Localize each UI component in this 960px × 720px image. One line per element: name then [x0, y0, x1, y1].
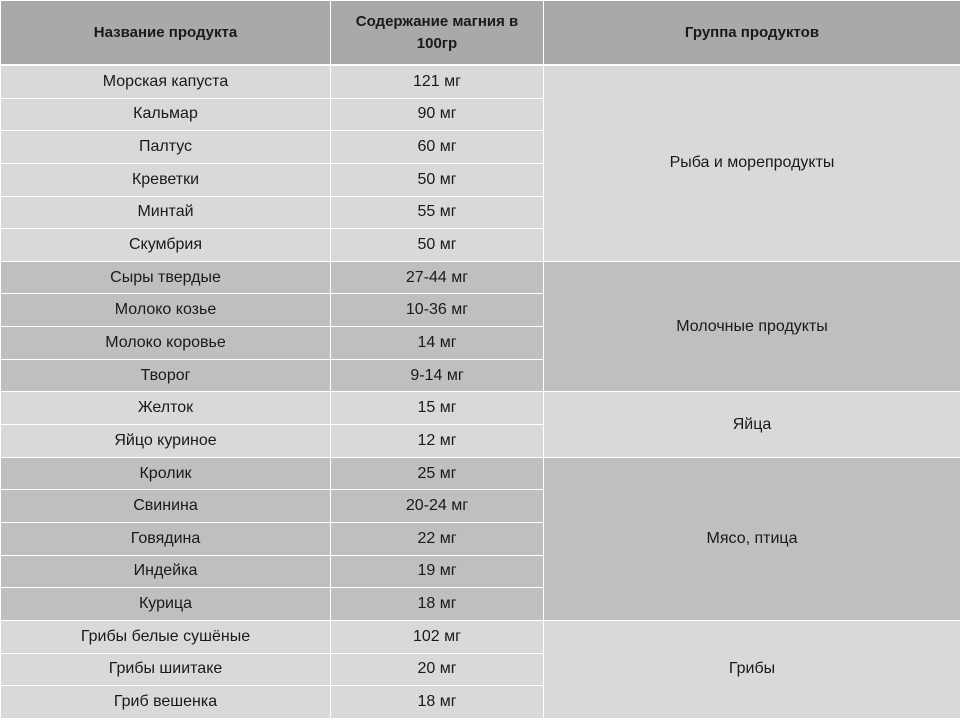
product-name-cell: Молоко козье — [1, 294, 331, 327]
table-row — [1, 261, 960, 294]
product-name-cell: Сыры твердые — [1, 261, 331, 294]
product-name-cell: Желток — [1, 392, 331, 425]
magnesium-value-cell: 10-36 мг — [331, 294, 544, 327]
magnesium-value-cell: 20-24 мг — [331, 490, 544, 523]
product-name-cell: Кролик — [1, 457, 331, 490]
magnesium-value-cell: 19 мг — [331, 555, 544, 588]
product-name-cell: Грибы белые сушёные — [1, 620, 331, 653]
product-group-cell: Грибы — [544, 620, 960, 718]
product-name-cell: Курица — [1, 588, 331, 621]
magnesium-value-cell: 121 мг — [331, 65, 544, 98]
magnesium-value-cell: 18 мг — [331, 686, 544, 719]
magnesium-value-cell: 25 мг — [331, 457, 544, 490]
magnesium-value-cell: 12 мг — [331, 425, 544, 458]
product-name-cell: Грибы шиитаке — [1, 653, 331, 686]
product-group-cell: Рыба и морепродукты — [544, 65, 960, 261]
magnesium-value-cell: 90 мг — [331, 98, 544, 131]
magnesium-value-cell: 22 мг — [331, 522, 544, 555]
magnesium-value-cell: 27-44 мг — [331, 261, 544, 294]
magnesium-value-cell: 14 мг — [331, 327, 544, 360]
table-row — [1, 65, 960, 98]
product-name-cell: Свинина — [1, 490, 331, 523]
product-name-cell: Творог — [1, 359, 331, 392]
header-product-group: Группа продуктов — [544, 1, 960, 66]
table-header — [1, 1, 960, 66]
product-name-cell: Креветки — [1, 163, 331, 196]
product-name-cell: Индейка — [1, 555, 331, 588]
product-group-cell: Яйца — [544, 392, 960, 457]
product-name-cell: Морская капуста — [1, 65, 331, 98]
product-name-cell: Скумбрия — [1, 229, 331, 262]
magnesium-value-cell: 50 мг — [331, 229, 544, 262]
magnesium-value-cell: 50 мг — [331, 163, 544, 196]
table-row — [1, 457, 960, 490]
product-name-cell: Яйцо куриное — [1, 425, 331, 458]
product-name-cell: Молоко коровье — [1, 327, 331, 360]
magnesium-value-cell: 15 мг — [331, 392, 544, 425]
header-row — [1, 1, 960, 66]
header-magnesium-content: Содержание магния в 100гр — [331, 1, 544, 66]
magnesium-value-cell: 55 мг — [331, 196, 544, 229]
product-name-cell: Кальмар — [1, 98, 331, 131]
table-row — [1, 392, 960, 425]
magnesium-value-cell: 102 мг — [331, 620, 544, 653]
product-name-cell: Гриб вешенка — [1, 686, 331, 719]
magnesium-value-cell: 9-14 мг — [331, 359, 544, 392]
product-group-cell: Молочные продукты — [544, 261, 960, 392]
header-product-name: Название продукта — [1, 1, 331, 66]
product-name-cell: Минтай — [1, 196, 331, 229]
product-group-cell: Мясо, птица — [544, 457, 960, 620]
magnesium-value-cell: 20 мг — [331, 653, 544, 686]
product-name-cell: Говядина — [1, 522, 331, 555]
magnesium-value-cell: 60 мг — [331, 131, 544, 164]
table-body — [1, 65, 960, 718]
table-row — [1, 620, 960, 653]
product-name-cell: Палтус — [1, 131, 331, 164]
magnesium-value-cell: 18 мг — [331, 588, 544, 621]
